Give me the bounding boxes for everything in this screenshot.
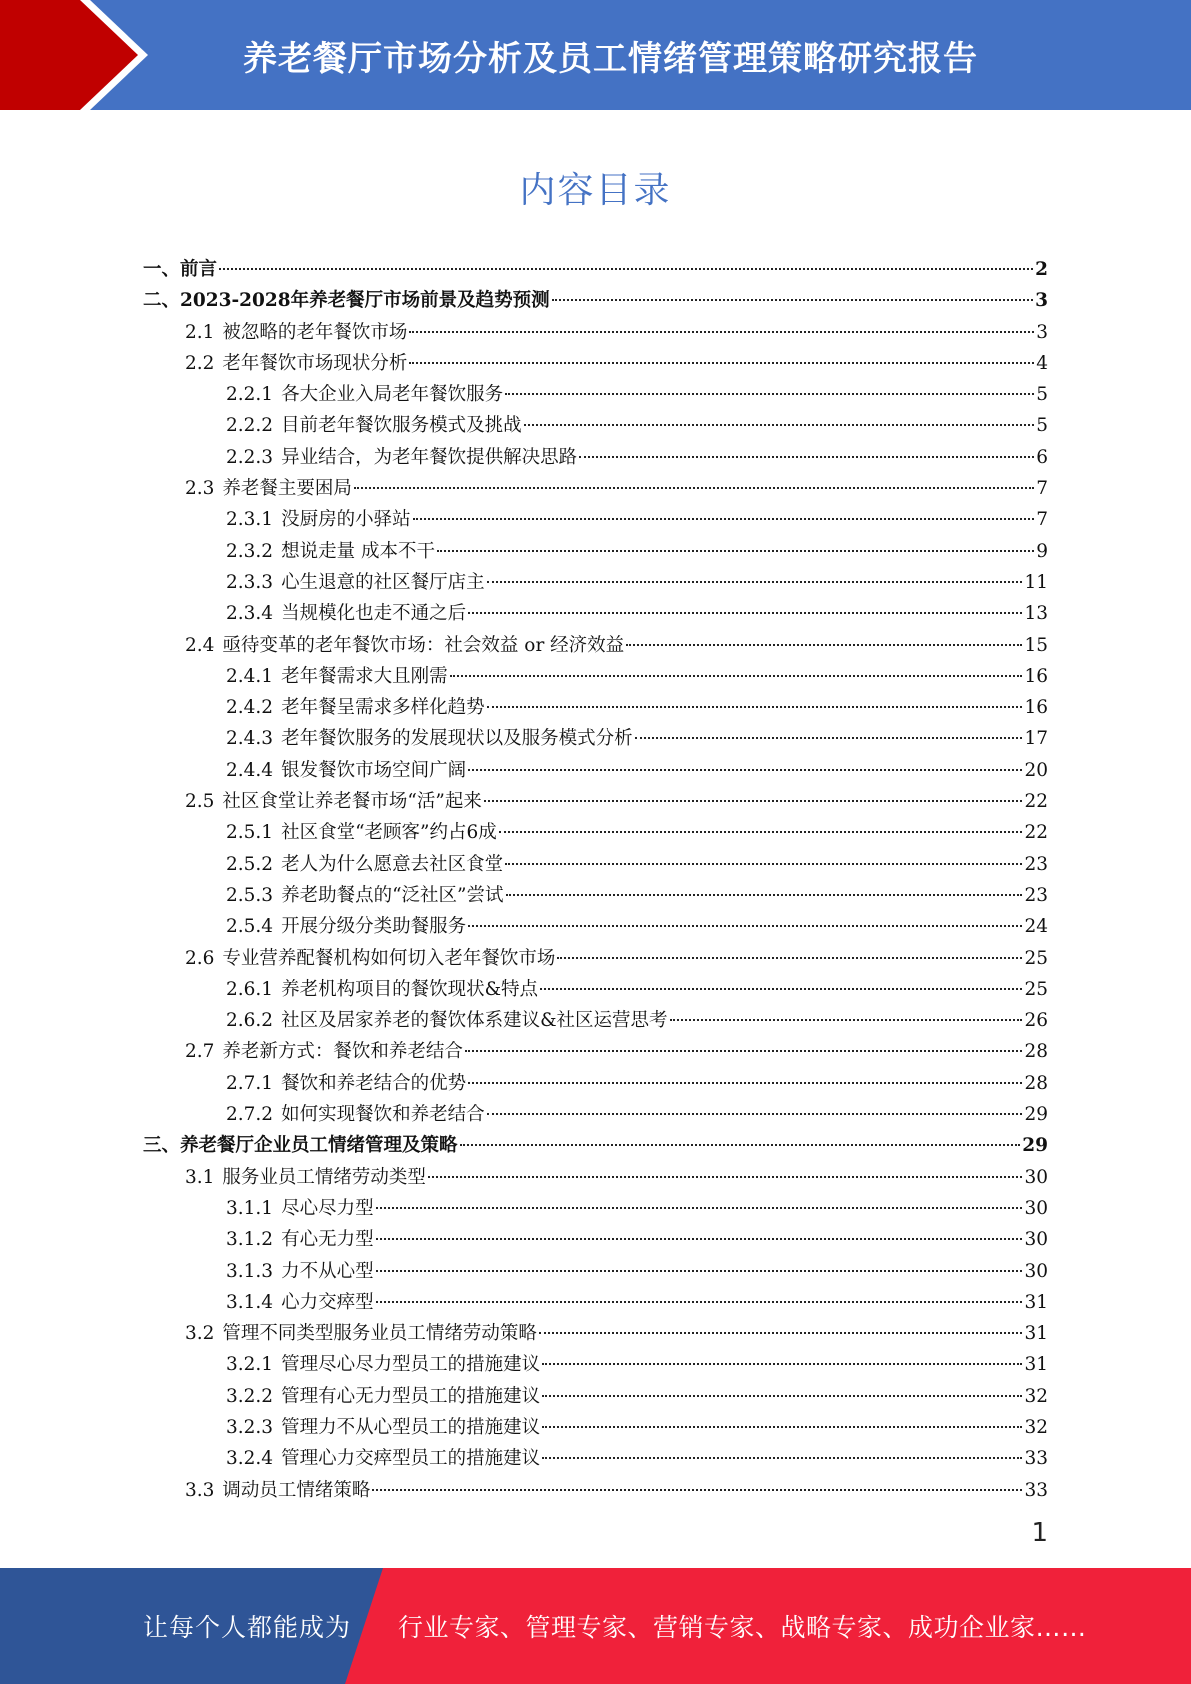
toc-entry[interactable] — [143, 1318, 1048, 1349]
toc-entry-number: 2.5.4 — [226, 916, 274, 938]
toc-entry-title: 开展分级分类助餐服务 — [281, 916, 467, 938]
toc-entry-title: 养老餐主要困局 — [222, 478, 352, 500]
toc-entry-page: 29 — [1022, 1135, 1048, 1157]
toc-entry-page: 28 — [1024, 1041, 1048, 1063]
toc-dot-leader — [524, 424, 1035, 426]
toc-dot-leader — [487, 581, 1023, 583]
toc-entry-number: 2.7.1 — [226, 1072, 274, 1094]
toc-entry-page: 25 — [1024, 947, 1048, 969]
toc-entry-title: 社区食堂“老顾客”约占6成 — [281, 822, 497, 844]
toc-entry[interactable] — [143, 1036, 1048, 1067]
toc-entry-number: 一、 — [143, 259, 181, 280]
toc-entry-page: 26 — [1024, 1010, 1048, 1032]
toc-entry-page: 4 — [1036, 352, 1048, 374]
toc-dot-leader — [542, 1426, 1022, 1428]
toc-entry-title: 养老餐厅企业员工情绪管理及策略 — [180, 1135, 458, 1157]
toc-dot-leader — [437, 550, 1034, 552]
toc-entry-page: 9 — [1036, 540, 1048, 562]
toc-dot-leader — [376, 1301, 1023, 1303]
toc-dot-leader — [670, 1019, 1023, 1021]
toc-entry-number: 3.2 — [185, 1323, 215, 1345]
toc-entry-title: 力不从心型 — [281, 1260, 374, 1282]
toc-entry-number: 2.2.2 — [226, 415, 274, 437]
toc-entry-page: 28 — [1024, 1072, 1048, 1094]
toc-entry[interactable] — [143, 473, 1048, 504]
toc-entry-title: 社区食堂让养老餐市场“活”起来 — [222, 791, 482, 813]
toc-dot-leader — [372, 1489, 1022, 1491]
toc-dot-leader — [487, 706, 1023, 708]
toc-entry[interactable] — [143, 630, 1048, 661]
toc-entry-number: 2.3.4 — [226, 603, 274, 625]
toc-entry-number: 3.2.3 — [226, 1416, 274, 1438]
toc-entry-page: 31 — [1024, 1291, 1048, 1313]
toc-entry-title: 当规模化也走不通之后 — [281, 603, 467, 625]
toc-entry-number: 2.7.2 — [226, 1104, 274, 1126]
toc-entry-title: 服务业员工情绪劳动类型 — [222, 1166, 426, 1188]
toc-entry[interactable] — [143, 1005, 1048, 1036]
toc-entry[interactable] — [143, 1256, 1048, 1287]
toc-entry[interactable] — [143, 348, 1048, 379]
toc-entry[interactable] — [143, 567, 1048, 598]
toc-entry[interactable] — [143, 723, 1048, 754]
toc-entry-page: 2 — [1035, 259, 1048, 280]
toc-entry-title: 银发餐饮市场空间广阔 — [281, 759, 467, 781]
toc-dot-leader — [376, 1238, 1023, 1240]
toc-entry-title: 养老新方式：餐饮和养老结合 — [222, 1041, 463, 1063]
toc-entry-page: 31 — [1024, 1354, 1048, 1376]
toc-dot-leader — [552, 299, 1033, 301]
toc-entry-number: 2.2.1 — [226, 384, 274, 406]
toc-dot-leader — [460, 1144, 1021, 1146]
table-of-contents — [143, 254, 1048, 1506]
toc-entry-title: 调动员工情绪策略 — [222, 1479, 371, 1501]
toc-entry-number: 2.6 — [185, 947, 215, 969]
toc-entry-page: 7 — [1036, 509, 1048, 531]
toc-entry-number: 2.6.2 — [226, 1010, 274, 1032]
toc-entry-page: 23 — [1024, 853, 1048, 875]
toc-entry[interactable] — [143, 536, 1048, 567]
toc-entry-title: 亟待变革的老年餐饮市场：社会效益 or 经济效益 — [222, 634, 625, 656]
toc-entry-page: 20 — [1024, 759, 1048, 781]
toc-entry-title: 老年餐需求大且刚需 — [281, 665, 448, 687]
toc-dot-leader — [499, 831, 1023, 833]
toc-entry-number: 2.4.2 — [226, 697, 274, 719]
toc-entry-page: 3 — [1035, 290, 1048, 312]
toc-entry-title: 前言 — [180, 259, 218, 280]
toc-entry-number: 2.5.3 — [226, 884, 274, 906]
toc-entry-page: 31 — [1024, 1323, 1048, 1345]
toc-entry-number: 2.2.3 — [226, 446, 274, 468]
toc-entry[interactable] — [143, 285, 1048, 316]
toc-entry-page: 3 — [1036, 321, 1048, 343]
toc-entry-number: 2.4 — [185, 634, 215, 656]
toc-dot-leader — [540, 988, 1022, 990]
toc-entry-page: 30 — [1024, 1166, 1048, 1188]
toc-entry[interactable] — [143, 849, 1048, 880]
toc-entry[interactable] — [143, 1412, 1048, 1443]
toc-entry-title: 老年餐饮服务的发展现状以及服务模式分析 — [281, 728, 633, 750]
toc-dot-leader — [557, 957, 1022, 959]
toc-entry[interactable] — [143, 410, 1048, 441]
toc-dot-leader — [465, 1050, 1023, 1052]
toc-entry[interactable] — [143, 692, 1048, 723]
toc-dot-leader — [376, 1207, 1023, 1209]
toc-dot-leader — [505, 863, 1022, 865]
toc-entry-title: 老年餐呈需求多样化趋势 — [281, 697, 485, 719]
toc-dot-leader — [505, 393, 1034, 395]
toc-entry[interactable] — [143, 598, 1048, 629]
toc-entry-number: 2.3.3 — [226, 571, 274, 593]
toc-entry[interactable] — [143, 755, 1048, 786]
toc-entry[interactable] — [143, 1287, 1048, 1318]
toc-entry-title: 社区及居家养老的餐饮体系建议&社区运营思考 — [281, 1010, 668, 1032]
toc-entry[interactable] — [143, 1443, 1048, 1474]
toc-entry[interactable] — [143, 1349, 1048, 1380]
toc-entry-title: 养老机构项目的餐饮现状&特点 — [281, 978, 539, 1000]
toc-entry-title: 如何实现餐饮和养老结合 — [281, 1104, 485, 1126]
toc-entry-page: 5 — [1036, 384, 1048, 406]
footer-slogan-left: 让每个人都能成为 — [143, 1613, 352, 1642]
toc-dot-leader — [376, 1270, 1023, 1272]
toc-entry-number: 2.7 — [185, 1041, 215, 1063]
toc-entry-title: 想说走量 成本不干 — [281, 540, 435, 562]
toc-entry-page: 32 — [1024, 1385, 1048, 1407]
toc-dot-leader — [626, 644, 1022, 646]
toc-entry-title: 2023-2028年养老餐厅市场前景及趋势预测 — [180, 290, 550, 312]
toc-dot-leader — [354, 487, 1034, 489]
toc-entry-page: 25 — [1024, 978, 1048, 1000]
toc-dot-leader — [542, 1395, 1022, 1397]
toc-entry[interactable] — [143, 504, 1048, 535]
toc-entry-number: 2.3.1 — [226, 509, 274, 531]
toc-entry-page: 23 — [1024, 884, 1048, 906]
page-number: 1 — [1031, 1518, 1048, 1548]
toc-dot-leader — [409, 362, 1034, 364]
toc-entry-page: 33 — [1024, 1448, 1048, 1470]
toc-dot-leader — [579, 456, 1034, 458]
toc-entry-title: 养老助餐点的“泛社区”尝试 — [281, 884, 504, 906]
toc-entry-page: 22 — [1024, 791, 1048, 813]
header-title: 养老餐厅市场分析及员工情绪管理策略研究报告 — [243, 38, 978, 79]
toc-entry-page: 13 — [1024, 603, 1048, 625]
toc-dot-leader — [487, 1113, 1023, 1115]
toc-entry-title: 没厨房的小驿站 — [281, 509, 411, 531]
toc-entry-title: 老人为什么愿意去社区食堂 — [281, 853, 504, 875]
toc-entry-number: 二、 — [143, 290, 181, 312]
toc-dot-leader — [413, 518, 1035, 520]
toc-entry-number: 3.1.4 — [226, 1291, 274, 1313]
toc-entry-number: 2.2 — [185, 352, 215, 374]
toc-entry[interactable] — [143, 1475, 1048, 1506]
toc-entry-page: 29 — [1024, 1104, 1048, 1126]
toc-entry[interactable] — [143, 379, 1048, 410]
toc-entry-title: 管理不同类型服务业员工情绪劳动策略 — [222, 1323, 537, 1345]
toc-entry-page: 30 — [1024, 1197, 1048, 1219]
toc-entry[interactable] — [143, 1193, 1048, 1224]
toc-entry-page: 15 — [1024, 634, 1048, 656]
toc-entry[interactable] — [143, 943, 1048, 974]
toc-entry-page: 6 — [1036, 446, 1048, 468]
toc-dot-leader — [542, 1363, 1022, 1365]
toc-entry-title: 餐饮和养老结合的优势 — [281, 1072, 467, 1094]
toc-dot-leader — [219, 268, 1033, 270]
toc-entry[interactable] — [143, 817, 1048, 848]
toc-entry[interactable] — [143, 880, 1048, 911]
toc-entry-number: 三、 — [143, 1135, 181, 1157]
toc-entry-page: 24 — [1024, 916, 1048, 938]
toc-entry-page: 7 — [1036, 478, 1048, 500]
toc-entry[interactable] — [143, 254, 1048, 285]
toc-entry-page: 16 — [1024, 697, 1048, 719]
toc-entry-number: 2.5 — [185, 791, 215, 813]
toc-dot-leader — [409, 331, 1034, 333]
toc-entry[interactable] — [143, 442, 1048, 473]
page-header — [0, 0, 1191, 110]
toc-dot-leader — [428, 1176, 1023, 1178]
toc-entry-title: 管理力不从心型员工的措施建议 — [281, 1416, 541, 1438]
toc-entry-number: 3.2.4 — [226, 1448, 274, 1470]
page-footer — [0, 1568, 1191, 1684]
toc-entry-number: 3.1.2 — [226, 1229, 274, 1251]
toc-entry-title: 被忽略的老年餐饮市场 — [222, 321, 408, 343]
toc-entry[interactable] — [143, 317, 1048, 348]
toc-dot-leader — [635, 737, 1023, 739]
toc-entry-title: 有心无力型 — [281, 1229, 374, 1251]
toc-entry[interactable] — [143, 661, 1048, 692]
toc-entry-title: 各大企业入局老年餐饮服务 — [281, 384, 504, 406]
toc-dot-leader — [450, 675, 1023, 677]
toc-entry[interactable] — [143, 974, 1048, 1005]
toc-dot-leader — [542, 1457, 1022, 1459]
toc-entry-title: 专业营养配餐机构如何切入老年餐饮市场 — [222, 947, 556, 969]
toc-entry-title: 心力交瘁型 — [281, 1291, 374, 1313]
toc-entry-title: 管理尽心尽力型员工的措施建议 — [281, 1354, 541, 1376]
toc-entry[interactable] — [143, 786, 1048, 817]
toc-entry-number: 3.1.1 — [226, 1197, 274, 1219]
toc-entry-title: 老年餐饮市场现状分析 — [222, 352, 408, 374]
toc-entry-page: 33 — [1024, 1479, 1048, 1501]
toc-dot-leader — [484, 800, 1023, 802]
toc-entry[interactable] — [143, 1068, 1048, 1099]
toc-entry-number: 2.6.1 — [226, 978, 274, 1000]
toc-dot-leader — [468, 612, 1022, 614]
toc-entry-title: 心生退意的社区餐厅店主 — [281, 571, 485, 593]
toc-entry-number: 2.1 — [185, 321, 215, 343]
toc-entry[interactable] — [143, 1224, 1048, 1255]
toc-entry-page: 30 — [1024, 1229, 1048, 1251]
toc-entry-title: 管理有心无力型员工的措施建议 — [281, 1385, 541, 1407]
toc-entry-number: 2.5.2 — [226, 853, 274, 875]
toc-entry[interactable] — [143, 1130, 1048, 1161]
toc-entry-number: 2.4.3 — [226, 728, 274, 750]
toc-dot-leader — [468, 1082, 1022, 1084]
toc-entry-number: 2.3 — [185, 478, 215, 500]
toc-entry-number: 3.1 — [185, 1166, 215, 1188]
toc-entry-title: 异业结合，为老年餐饮提供解决思路 — [281, 446, 578, 468]
toc-entry-page: 22 — [1024, 822, 1048, 844]
toc-entry-title: 目前老年餐饮服务模式及挑战 — [281, 415, 522, 437]
toc-dot-leader — [539, 1332, 1023, 1334]
toc-entry[interactable] — [143, 911, 1048, 942]
toc-entry-page: 11 — [1024, 571, 1048, 593]
toc-entry[interactable] — [143, 1162, 1048, 1193]
toc-dot-leader — [468, 769, 1022, 771]
footer-slogan-right: 行业专家、管理专家、营销专家、战略专家、成功企业家…… — [398, 1613, 1087, 1642]
toc-dot-leader — [506, 894, 1023, 896]
toc-entry-title: 管理心力交瘁型员工的措施建议 — [281, 1448, 541, 1470]
toc-entry[interactable] — [143, 1381, 1048, 1412]
toc-entry-number: 2.3.2 — [226, 540, 274, 562]
toc-entry-number: 2.4.4 — [226, 759, 274, 781]
toc-entry-title: 尽心尽力型 — [281, 1197, 374, 1219]
toc-entry-number: 3.2.2 — [226, 1385, 274, 1407]
toc-entry-number: 3.2.1 — [226, 1354, 274, 1376]
toc-entry[interactable] — [143, 1099, 1048, 1130]
toc-entry-page: 30 — [1024, 1260, 1048, 1282]
toc-entry-page: 17 — [1024, 728, 1048, 750]
toc-dot-leader — [468, 925, 1022, 927]
toc-entry-number: 3.1.3 — [226, 1260, 274, 1282]
toc-entry-page: 32 — [1024, 1416, 1048, 1438]
toc-entry-number: 3.3 — [185, 1479, 215, 1501]
toc-entry-page: 16 — [1024, 665, 1048, 687]
toc-entry-number: 2.4.1 — [226, 665, 274, 687]
toc-heading: 内容目录 — [519, 170, 672, 211]
toc-entry-page: 5 — [1036, 415, 1048, 437]
toc-entry-number: 2.5.1 — [226, 822, 274, 844]
